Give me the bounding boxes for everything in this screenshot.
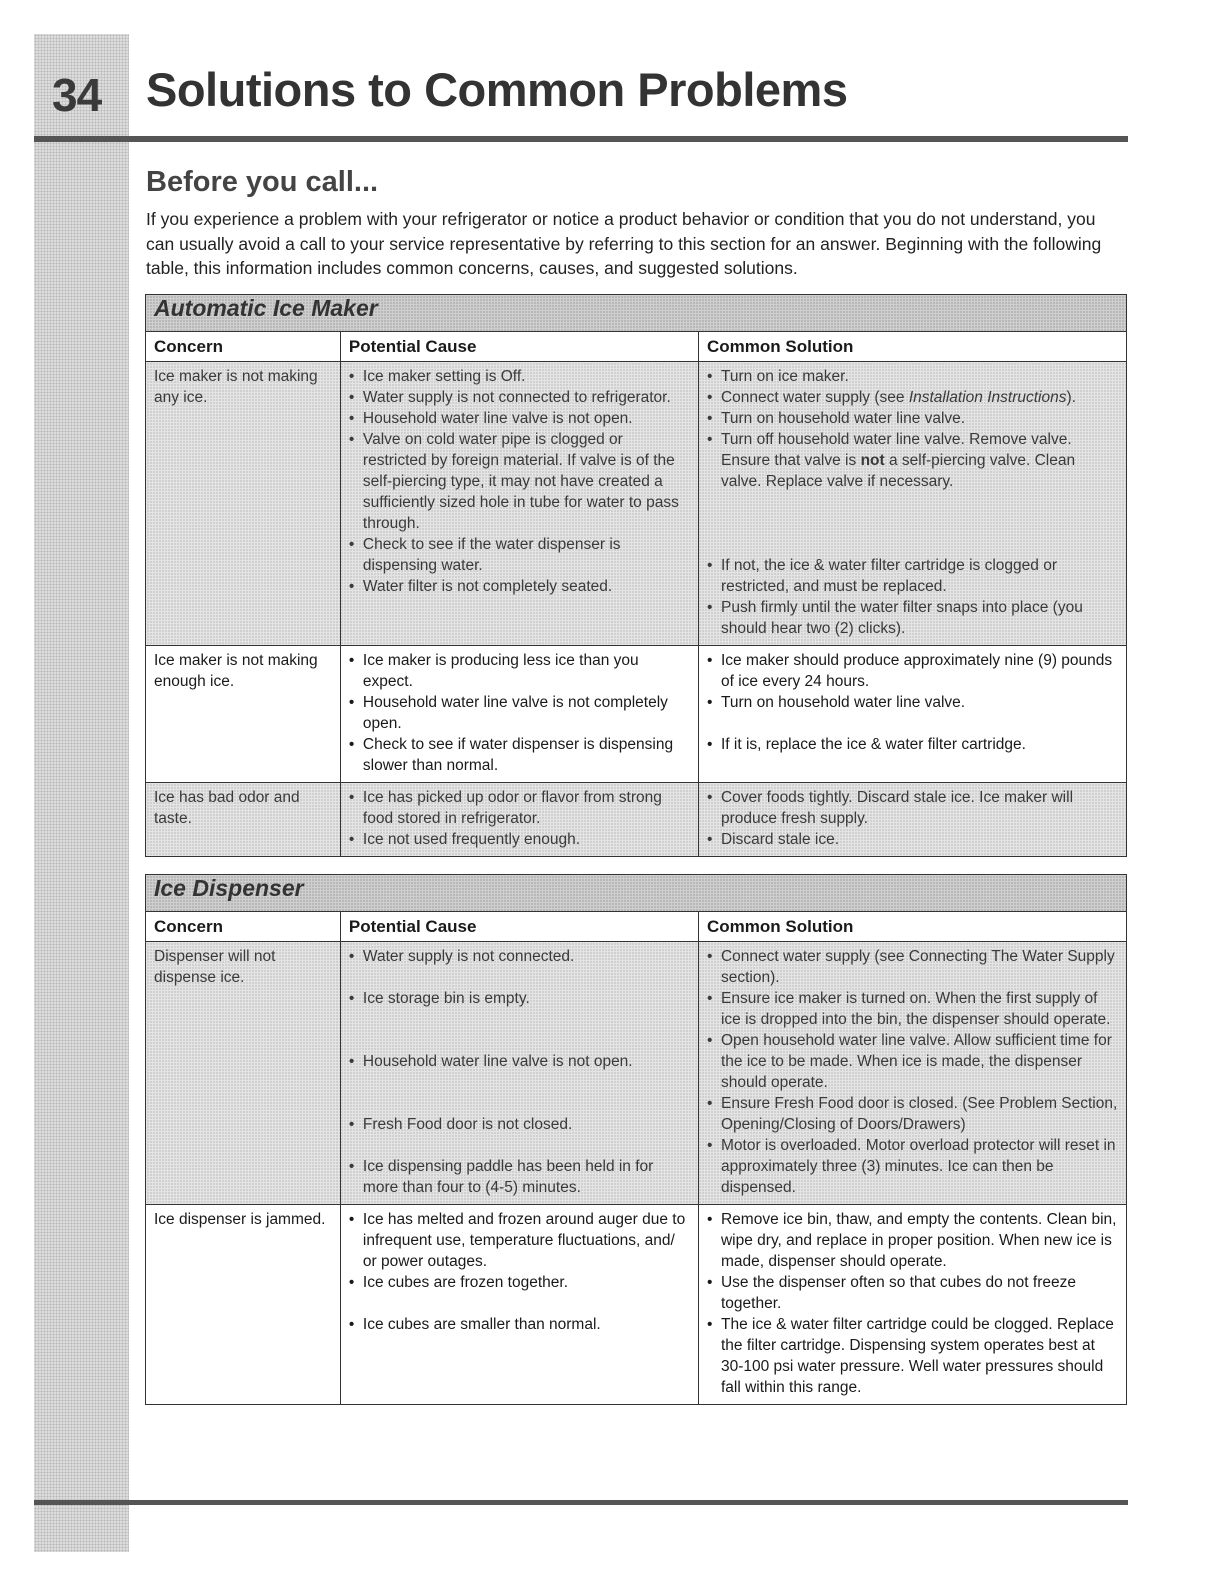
cause-item: • Water supply is not connected to refrigerator.: [349, 387, 690, 408]
solution-item: • Turn off household water line valve. Remove valve. Ensure that valve is not a self-piercing valve. Clean valve. Replace valve if necessary.: [707, 429, 1118, 492]
section-heading: Before you call...: [146, 166, 379, 198]
cause-item: • Ice not used frequently enough.: [349, 829, 690, 850]
cause-item: • Check to see if the water dispenser is dispensing water.: [349, 534, 690, 576]
header-rule: [34, 136, 1128, 142]
column-header-concern: Concern: [146, 912, 341, 942]
cause-item: • Ice has picked up odor or flavor from strong food stored in refrigerator.: [349, 787, 690, 829]
cause-item: • Household water line valve is not open.: [349, 1051, 690, 1072]
solution-item: • If it is, replace the ice & water filter cartridge.: [707, 734, 1118, 755]
cause-item: • Valve on cold water pipe is clogged or restricted by foreign material. If valve is of the self-piercing type, it may not have created a sufficiently sized hole in tube for water to pass through.: [349, 429, 690, 534]
ice-dispenser-table: [145, 874, 1127, 1405]
solution-item: • Turn on household water line valve.: [707, 692, 1118, 713]
footer-rule: [34, 1500, 1128, 1505]
cause-item: • Ice has melted and frozen around auger due to infrequent use, temperature fluctuations, and/ or power outages.: [349, 1209, 690, 1272]
table-row: [146, 362, 1127, 646]
intro-paragraph: If you experience a problem with your refrigerator or notice a product behavior or condition that you do not understand, you can usually avoid a call to your service representative by referring to this section for an answer. Beginning with the following table, this information includes common concerns, causes, and suggested solutions.: [146, 209, 1102, 278]
solution-item: • Open household water line valve. Allow sufficient time for the ice to be made. When ice is made, the dispenser should operate.: [707, 1030, 1118, 1093]
concern-cell: Ice has bad odor and taste.: [146, 783, 341, 857]
cause-cell: [340, 783, 698, 857]
solution-item: • The ice & water filter cartridge could be clogged. Replace the filter cartridge. Dispensing system operates best at 30-100 psi water pressure. Well water pressures should fall within this range.: [707, 1314, 1118, 1398]
solution-cell: [698, 646, 1126, 783]
solution-item: • Turn on ice maker.: [707, 366, 1118, 387]
solution-item: • Motor is overloaded. Motor overload protector will reset in approximately three (3) minutes. Ice can then be dispensed.: [707, 1135, 1118, 1198]
concern-cell: Ice dispenser is jammed.: [146, 1205, 341, 1405]
column-header-solution: Common Solution: [698, 912, 1126, 942]
column-header-concern: Concern: [146, 332, 341, 362]
page-sidebar: [34, 34, 129, 1552]
cause-item: • Ice storage bin is empty.: [349, 988, 690, 1009]
solution-item: • Connect water supply (see Installation Instructions).: [707, 387, 1118, 408]
table-row: [146, 783, 1127, 857]
solution-item: • Remove ice bin, thaw, and empty the contents. Clean bin, wipe dry, and replace in proper position. When new ice is made, dispenser should operate.: [707, 1209, 1118, 1272]
cause-cell: [340, 942, 698, 1205]
cause-cell: [340, 646, 698, 783]
solution-item: • Ensure ice maker is turned on. When the first supply of ice is dropped into the bin, the dispenser should operate.: [707, 988, 1118, 1030]
solution-item: • Cover foods tightly. Discard stale ice. Ice maker will produce fresh supply.: [707, 787, 1118, 829]
cause-item: • Water supply is not connected.: [349, 946, 690, 967]
solution-cell: [698, 783, 1126, 857]
solution-item: • Ensure Fresh Food door is closed. (See Problem Section, Opening/Closing of Doors/Drawers): [707, 1093, 1118, 1135]
cause-item: • Ice cubes are smaller than normal.: [349, 1314, 690, 1335]
table-title: Ice Dispenser: [146, 875, 1127, 912]
column-header-cause: Potential Cause: [340, 912, 698, 942]
cause-item: • Fresh Food door is not closed.: [349, 1114, 690, 1135]
cause-item: • Ice maker is producing less ice than you expect.: [349, 650, 690, 692]
cause-item: • Check to see if water dispenser is dispensing slower than normal.: [349, 734, 690, 776]
solution-cell: [698, 1205, 1126, 1405]
table-row: [146, 942, 1127, 1205]
cause-cell: [340, 362, 698, 646]
solution-cell: [698, 942, 1126, 1205]
table-row: [146, 1205, 1127, 1405]
cause-item: • Ice maker setting is Off.: [349, 366, 690, 387]
solution-item: • Turn on household water line valve.: [707, 408, 1118, 429]
solution-item: • Use the dispenser often so that cubes do not freeze together.: [707, 1272, 1118, 1314]
solution-item: • Ice maker should produce approximately nine (9) pounds of ice every 24 hours.: [707, 650, 1118, 692]
column-header-solution: Common Solution: [698, 332, 1126, 362]
concern-cell: Dispenser will not dispense ice.: [146, 942, 341, 1205]
column-header-cause: Potential Cause: [340, 332, 698, 362]
table-row: [146, 646, 1127, 783]
ice-maker-table: [145, 294, 1127, 857]
cause-item: • Water filter is not completely seated.: [349, 576, 690, 597]
cause-item: • Household water line valve is not open.: [349, 408, 690, 429]
page-number: 34: [52, 69, 102, 121]
cause-item: • Household water line valve is not completely open.: [349, 692, 690, 734]
table-title: Automatic Ice Maker: [146, 295, 1127, 332]
solution-item: • Discard stale ice.: [707, 829, 1118, 850]
concern-cell: Ice maker is not making any ice.: [146, 362, 341, 646]
solution-cell: [698, 362, 1126, 646]
concern-cell: Ice maker is not making enough ice.: [146, 646, 341, 783]
solution-item: • Connect water supply (see Connecting The Water Supply section).: [707, 946, 1118, 988]
cause-item: • Ice cubes are frozen together.: [349, 1272, 690, 1293]
solution-item: • If not, the ice & water filter cartridge is clogged or restricted, and must be replaced.: [707, 555, 1118, 597]
cause-cell: [340, 1205, 698, 1405]
solution-item: • Push firmly until the water filter snaps into place (you should hear two (2) clicks).: [707, 597, 1118, 639]
cause-item: • Ice dispensing paddle has been held in for more than four to (4-5) minutes.: [349, 1156, 690, 1198]
page-title: Solutions to Common Problems: [146, 63, 848, 116]
